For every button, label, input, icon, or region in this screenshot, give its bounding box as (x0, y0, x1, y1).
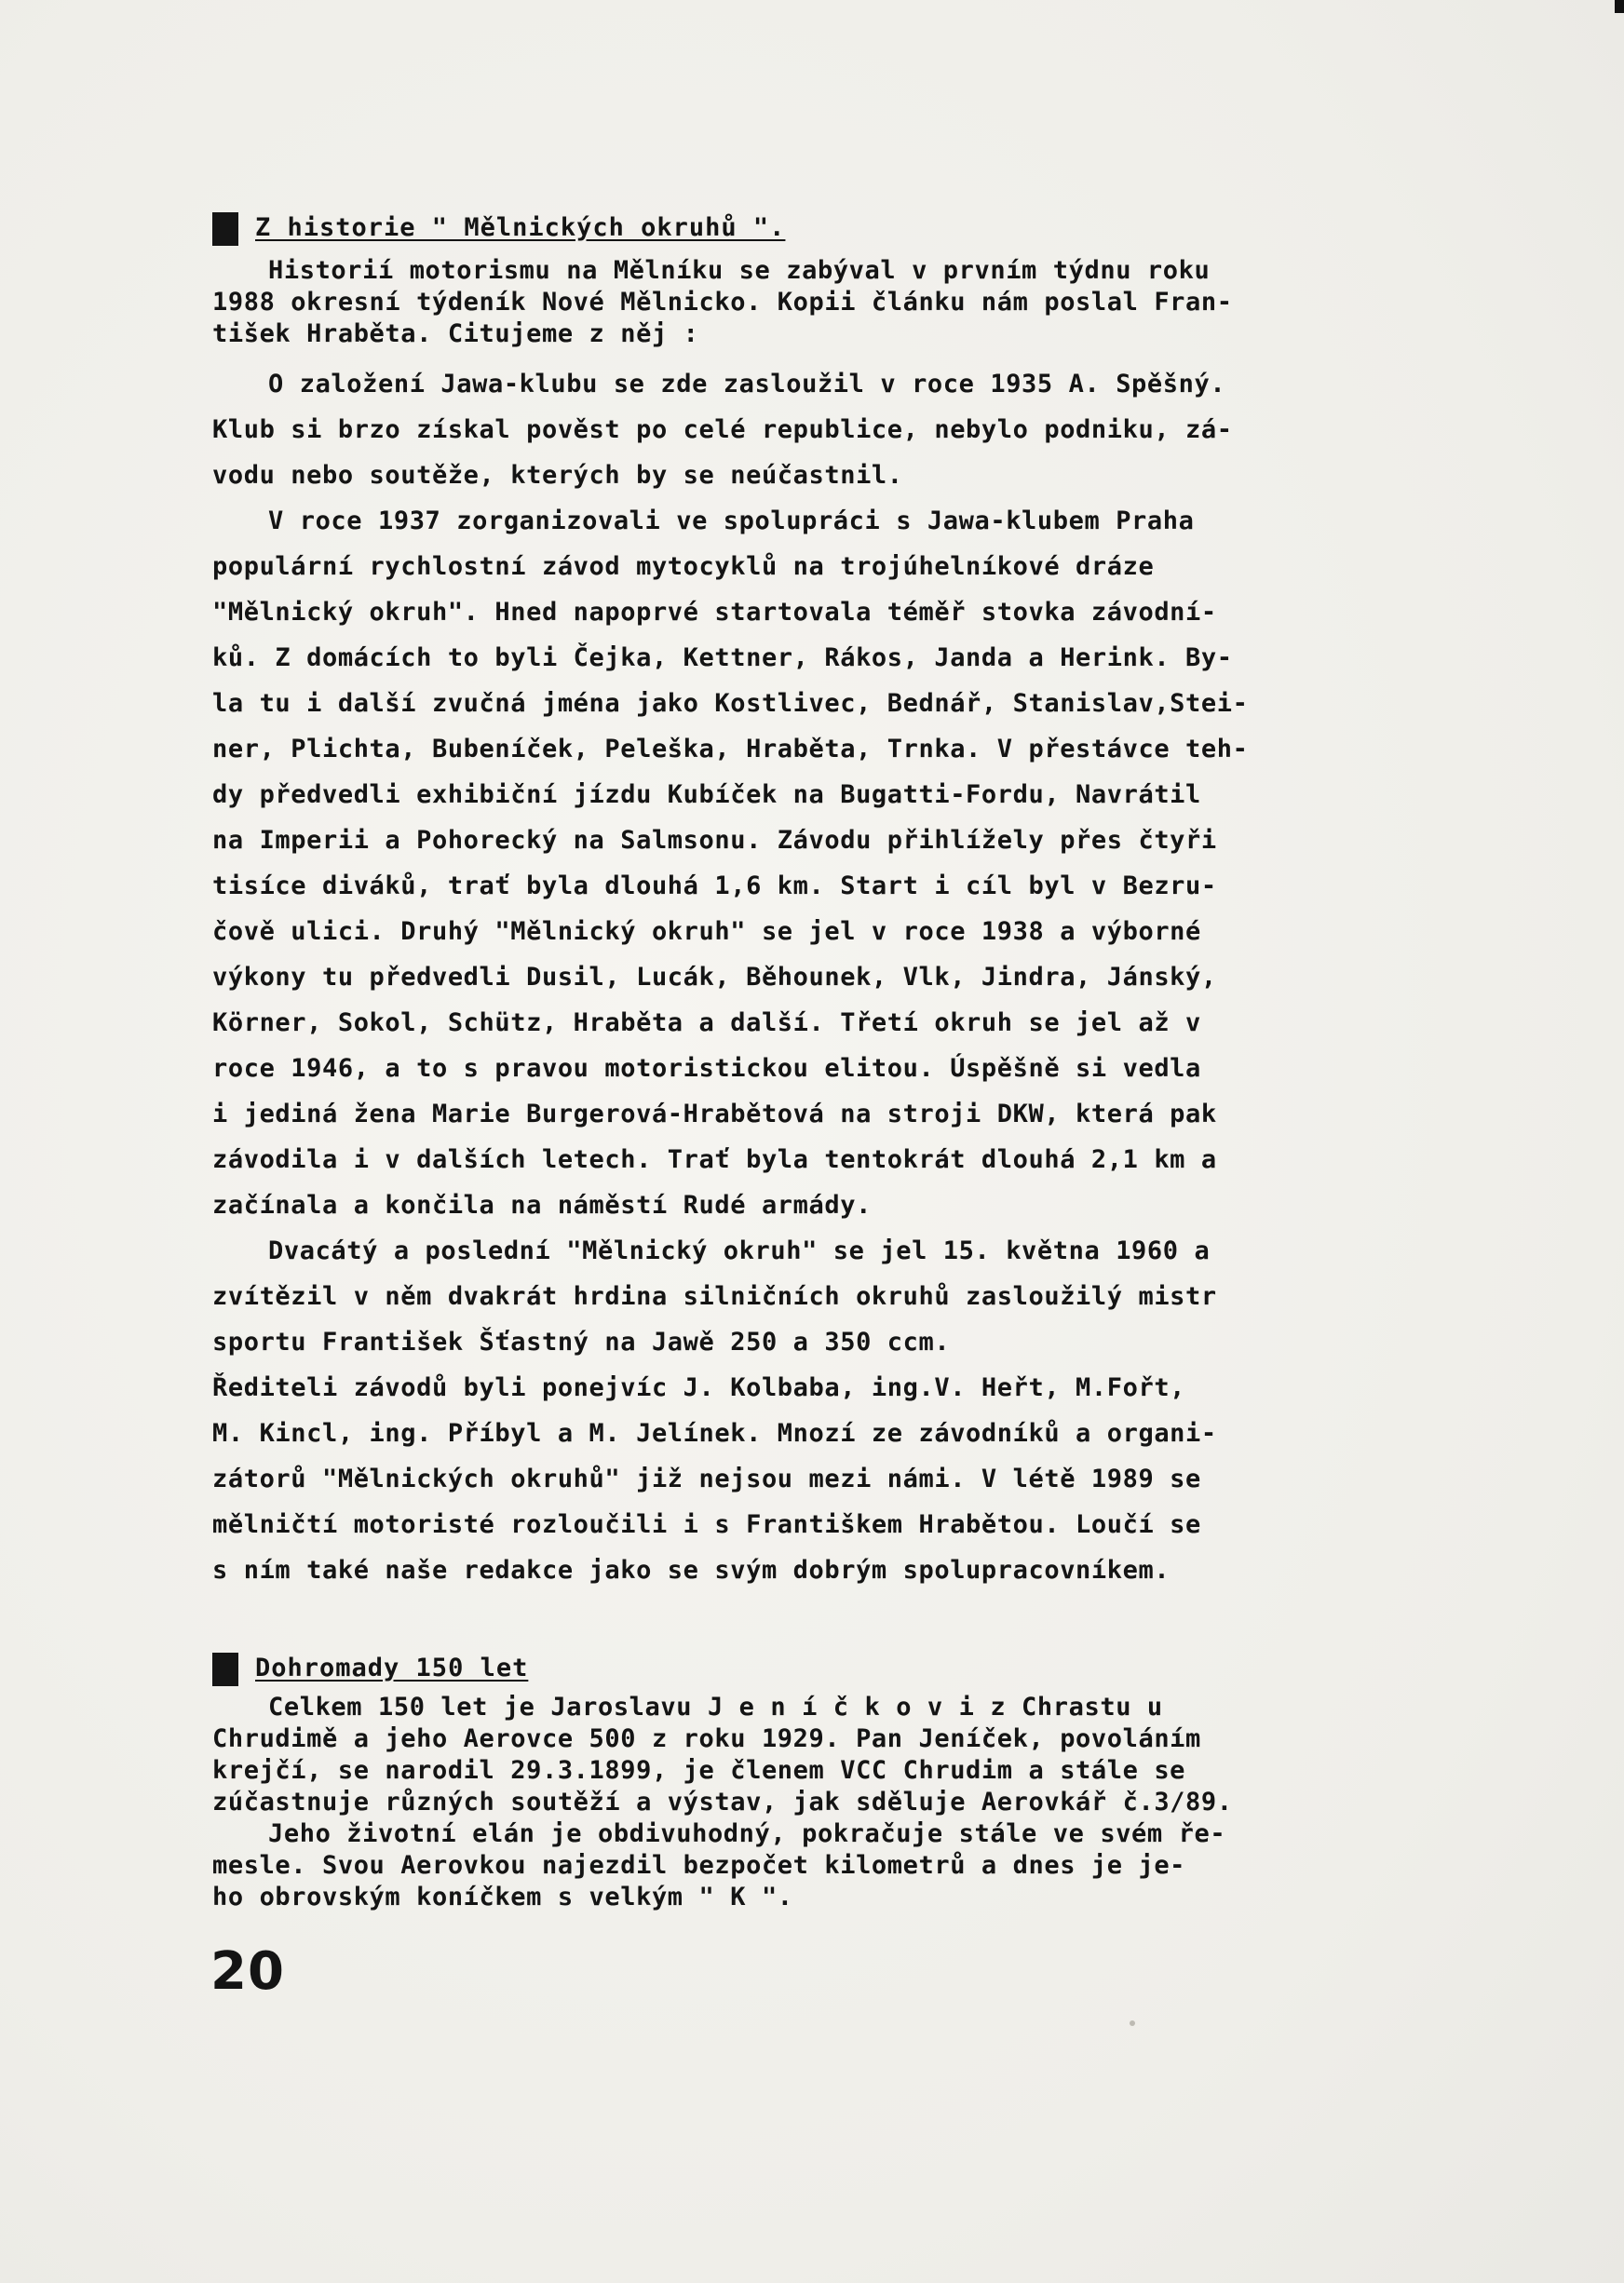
text-line: 1988 okresní týdeník Nové Mělnicko. Kopii článku nám poslal Fran- (212, 288, 1233, 317)
text-line: M. Kincl, ing. Příbyl a M. Jelínek. Mnozí ze závodníků a organi- (212, 1419, 1217, 1448)
text-line: dy předvedli exhibiční jízdu Kubíček na Bugatti-Fordu, Navrátil (212, 780, 1201, 809)
text-line: s ním také naše redakce jako se svým dobrým spolupracovníkem. (212, 1556, 1171, 1585)
text-line: roce 1946, a to s pravou motoristickou elitou. Úspěšně si vedla (212, 1054, 1201, 1083)
text-line: zúčastnuje různých soutěží a výstav, jak sděluje Aerovkář č.3/89. (212, 1788, 1233, 1817)
article1-title: Z historie " Mělnických okruhů ". (255, 213, 786, 242)
article1-intro (212, 255, 1441, 350)
text-line: zvítězil v něm dvakrát hrdina silničních okruhů zasloužilý mistr (212, 1282, 1217, 1311)
text-line: zátorů "Mělnických okruhů" již nejsou mezi námi. V létě 1989 se (212, 1465, 1201, 1493)
article1-heading (212, 212, 1441, 246)
text-line: ků. Z domácích to byli Čejka, Kettner, Rákos, Janda a Herink. By- (212, 643, 1233, 672)
text-line: závodila i v dalších letech. Trať byla tentokrát dlouhá 2,1 km a (212, 1145, 1217, 1174)
article-150-years (212, 1653, 1441, 1913)
square-bullet-icon (212, 212, 238, 246)
text-line: ner, Plichta, Bubeníček, Peleška, Hraběta, Trnka. V přestávce teh- (212, 735, 1249, 763)
text-line: V roce 1937 zorganizovali ve spolupráci s Jawa-klubem Praha (268, 507, 1195, 535)
article1-paragraph-3 (212, 1228, 1441, 1365)
paper-speck (1130, 2020, 1135, 2026)
text-line: i jediná žena Marie Burgerová-Hrabětová na stroji DKW, která pak (212, 1100, 1217, 1128)
text-line: mesle. Svou Aerovkou najezdil bezpočet kilometrů a dnes je je- (212, 1851, 1186, 1880)
text-line: Jeho životní elán je obdivuhodný, pokračuje stále ve svém ře- (268, 1819, 1226, 1848)
text-line: Celkem 150 let je Jaroslavu J e n í č k o v i z Chrastu u (268, 1693, 1163, 1722)
text-line: čově ulici. Druhý "Mělnický okruh" se jel v roce 1938 a výborné (212, 917, 1201, 946)
article1-paragraph-1 (212, 361, 1441, 498)
text-line: začínala a končila na náměstí Rudé armády. (212, 1191, 872, 1220)
article2-paragraph-2 (212, 1818, 1441, 1913)
text-line: na Imperii a Pohorecký na Salmsonu. Závodu přihlížely přes čtyři (212, 826, 1217, 855)
text-line: krejčí, se narodil 29.3.1899, je členem VCC Chrudim a stále se (212, 1756, 1186, 1785)
text-line: sportu František Šťastný na Jawě 250 a 350 ccm. (212, 1328, 951, 1357)
article2-title: Dohromady 150 let (255, 1654, 529, 1682)
text-line: Klub si brzo získal pověst po celé republice, nebylo podniku, zá- (212, 415, 1233, 444)
text-line: Chrudimě a jeho Aerovce 500 z roku 1929. Pan Jeníček, povoláním (212, 1724, 1201, 1753)
text-line: tisíce diváků, trať byla dlouhá 1,6 km. Start i cíl byl v Bezru- (212, 871, 1217, 900)
square-bullet-icon (212, 1653, 238, 1686)
text-line: populární rychlostní závod mytocyklů na trojúhelníkové dráze (212, 552, 1155, 581)
text-line: la tu i další zvučná jména jako Kostlivec, Bednář, Stanislav,Stei- (212, 689, 1249, 718)
article2-paragraph-1 (212, 1692, 1441, 1818)
text-line: vodu nebo soutěže, kterých by se neúčastnil. (212, 461, 903, 490)
text-line: výkony tu předvedli Dusil, Lucák, Běhounek, Vlk, Jindra, Jánský, (212, 963, 1217, 992)
text-line: Historií motorismu na Mělníku se zabýval v prvním týdnu roku (268, 256, 1211, 285)
text-line: tišek Hraběta. Citujeme z něj : (212, 319, 699, 348)
article1-paragraph-2 (212, 498, 1441, 1228)
text-line: Dvacátý a poslední "Mělnický okruh" se jel 15. května 1960 a (268, 1236, 1211, 1265)
text-line: ho obrovským koníčkem s velkým " K ". (212, 1883, 793, 1912)
article2-heading (212, 1653, 1441, 1686)
text-line: mělničtí motoristé rozloučili i s Františkem Hrabětou. Loučí se (212, 1510, 1201, 1539)
page-number: 20 (210, 1941, 285, 2002)
text-line: "Mělnický okruh". Hned napoprvé startovala téměř stovka závodní- (212, 598, 1217, 627)
article1-paragraph-4 (212, 1365, 1441, 1593)
scan-edge-mark (1615, 0, 1624, 13)
text-line: Řediteli závodů byli ponejvíc J. Kolbaba, ing.V. Heřt, M.Fořt, (212, 1373, 1186, 1402)
text-line: Körner, Sokol, Schütz, Hraběta a další. Třetí okruh se jel až v (212, 1008, 1201, 1037)
article-history-melnik-circuits (212, 212, 1441, 1593)
text-line: O založení Jawa-klubu se zde zasloužil v roce 1935 A. Spěšný. (268, 370, 1226, 399)
